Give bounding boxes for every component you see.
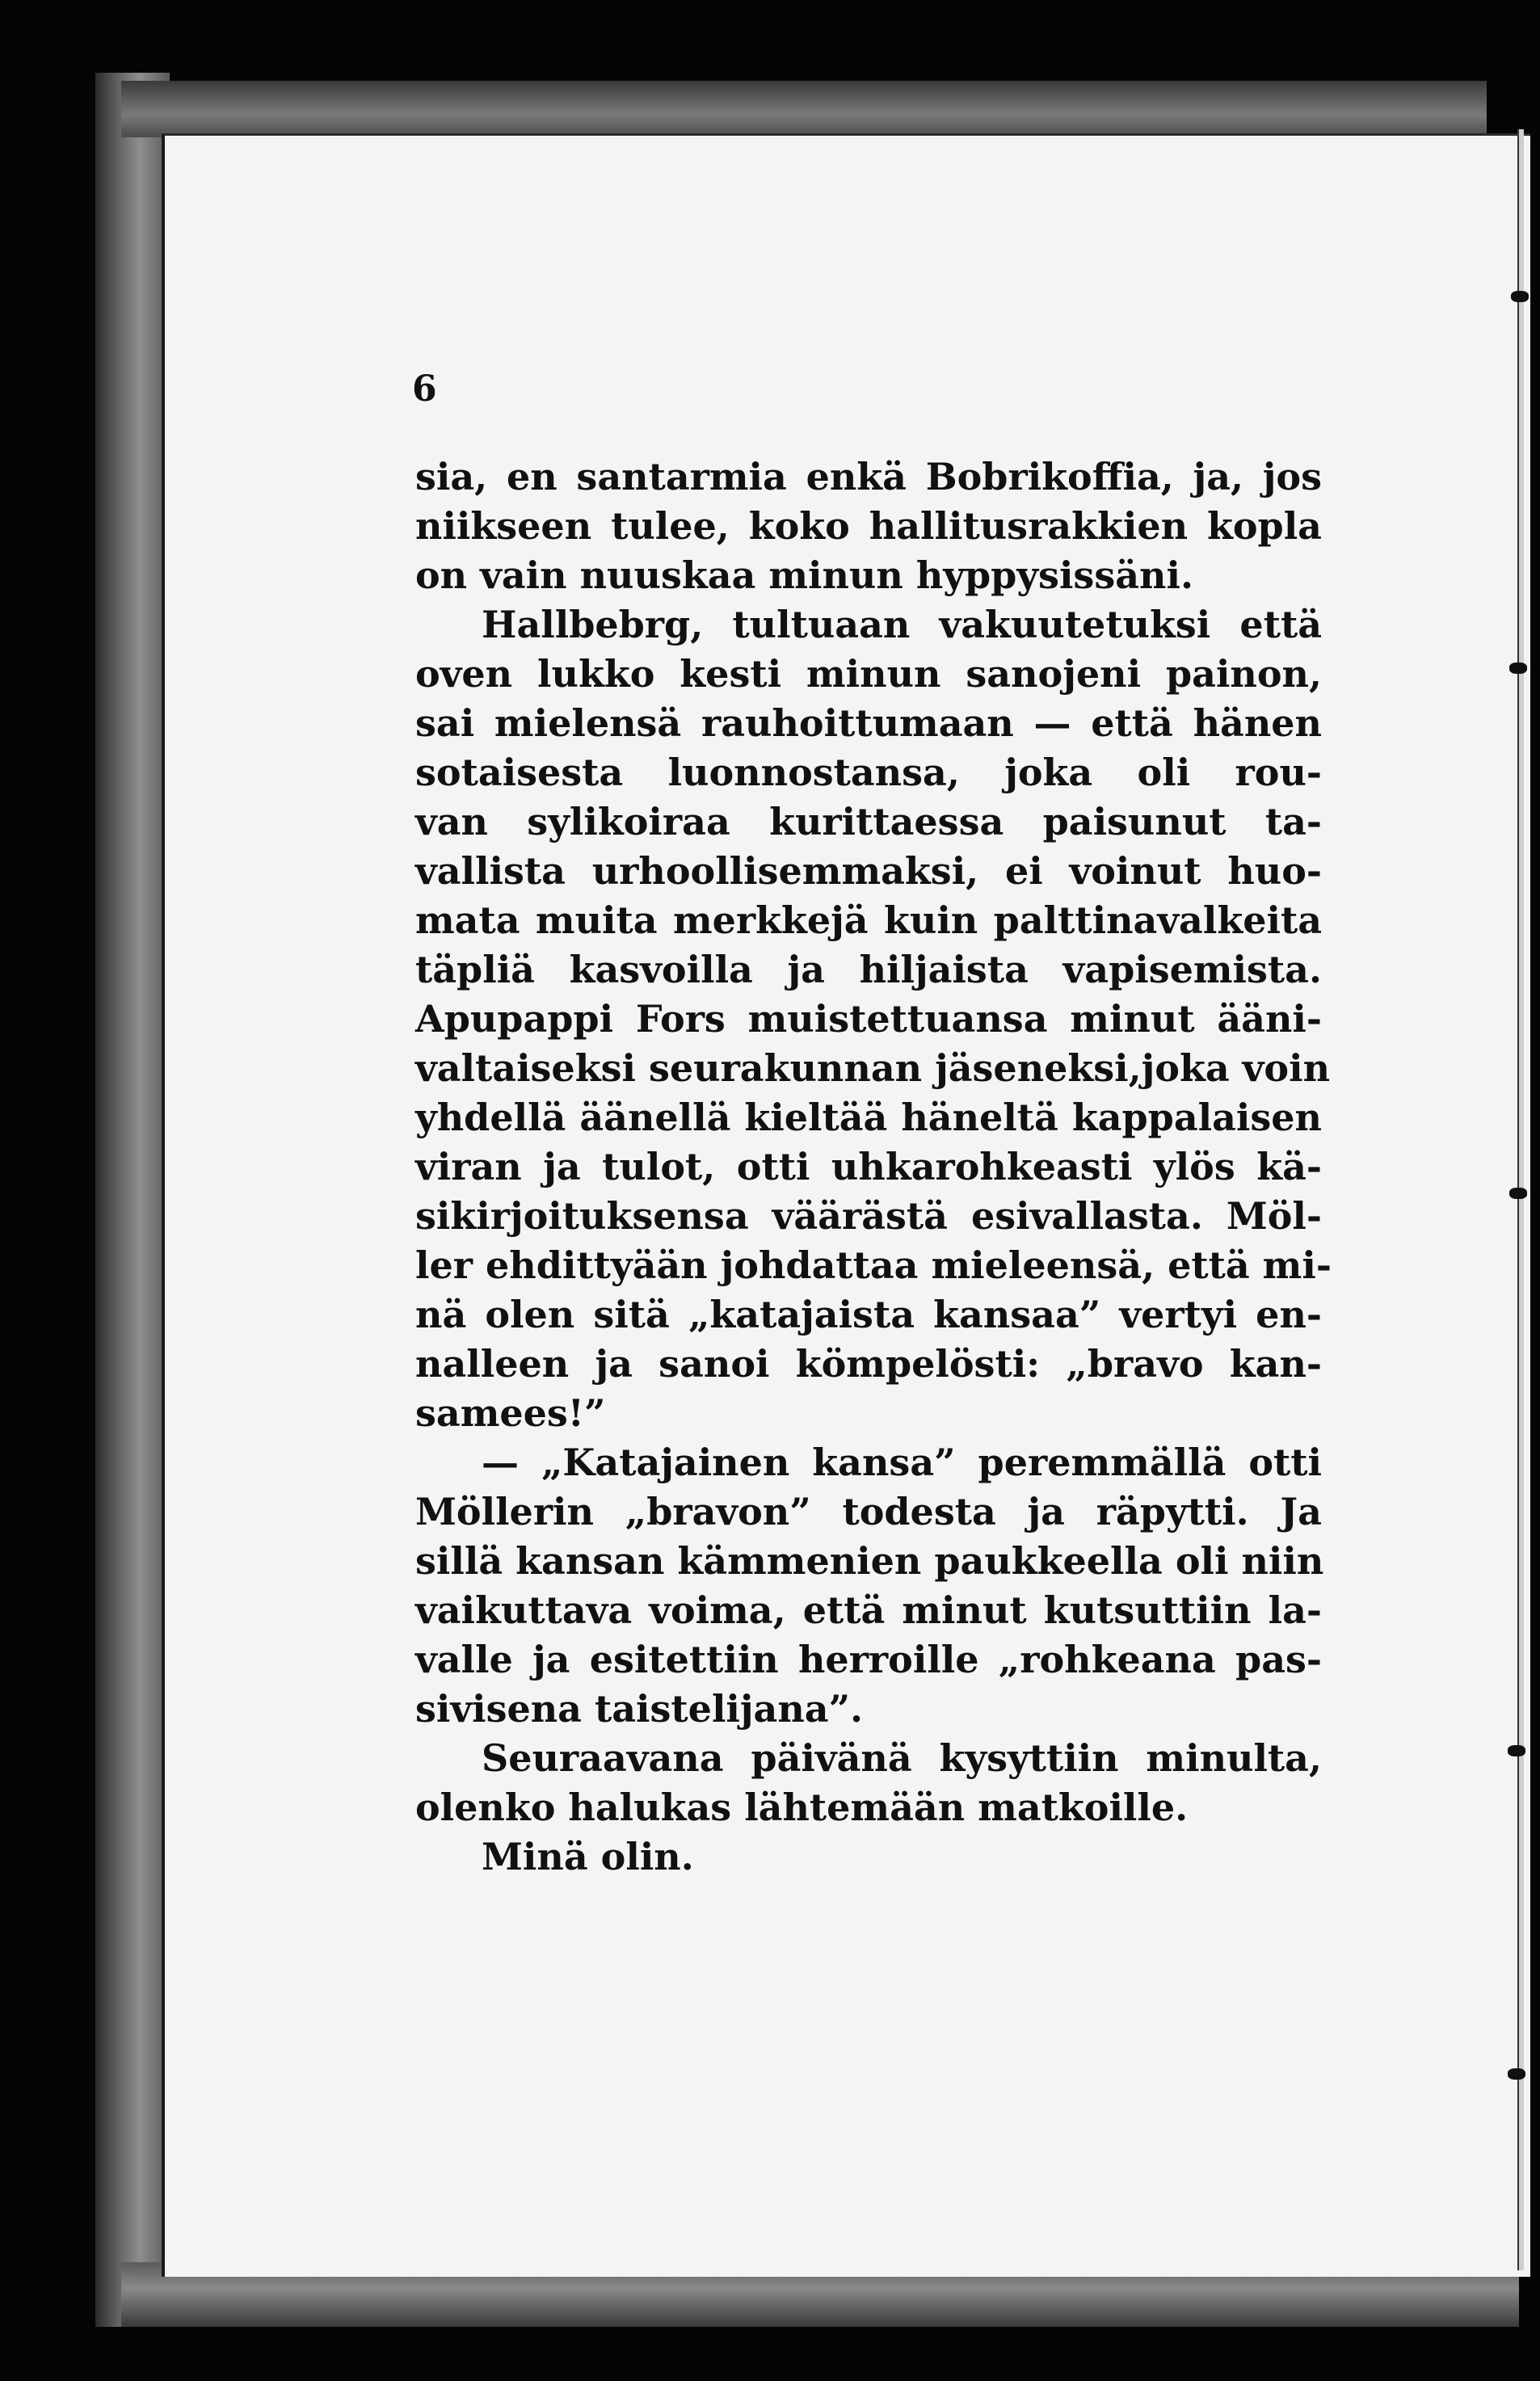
text-line: sivisena taistelijana”.	[415, 1687, 864, 1731]
text-line: — „Katajainen kansa” peremmällä otti	[482, 1441, 1322, 1484]
text-line: yhdellä äänellä kieltää häneltä kappalaisen	[415, 1096, 1322, 1139]
text-line: Seuraavana päivänä kysyttiin minulta,	[482, 1736, 1322, 1780]
text-line: van sylikoiraa kurittaessa paisunut ta-	[415, 800, 1322, 843]
edge-artifact-mark	[1511, 291, 1529, 302]
text-line: niikseen tulee, koko hallitusrakkien kopla	[415, 504, 1322, 548]
text-line: Apupappi Fors muistettuansa minut ääni-	[415, 997, 1322, 1041]
paragraph	[415, 600, 1332, 1438]
text-line: Möllerin „bravon” todesta ja räpytti. Ja	[415, 1490, 1322, 1533]
text-line: Hallbebrg, tultuaan vakuutetuksi että	[482, 603, 1322, 646]
text-line: olenko halukas lähtemään matkoille.	[415, 1786, 1189, 1829]
text-line: vaikuttava voima, että minut kutsuttiin la-	[415, 1588, 1322, 1632]
edge-artifact-mark	[1509, 1188, 1527, 1199]
edge-artifact-mark	[1508, 2068, 1525, 2080]
page-top-shadow	[121, 81, 1487, 137]
page-right-edge	[1517, 129, 1524, 2270]
text-line: nalleen ja sanoi kömpelösti: „bravo kan-	[415, 1342, 1322, 1386]
paragraph	[415, 452, 1322, 600]
text-line: täpliä kasvoilla ja hiljaista vapisemista.	[415, 948, 1322, 991]
page-number: 6	[412, 368, 437, 410]
paragraph	[415, 1438, 1322, 1734]
text-line: sia, en santarmia enkä Bobrikoffia, ja, jos	[415, 455, 1322, 498]
text-line: sikirjoituksensa väärästä esivallasta. Möl-	[415, 1194, 1322, 1238]
edge-artifact-mark	[1508, 1745, 1525, 1756]
text-line: oven lukko kesti minun sanojeni painon,	[415, 652, 1322, 696]
text-line: Minä olin.	[482, 1835, 694, 1878]
paragraph	[415, 1832, 1322, 1882]
paragraph	[415, 1734, 1322, 1832]
edge-artifact-mark	[1509, 663, 1527, 674]
text-line: sotaisesta luonnostansa, joka oli rou-	[415, 751, 1322, 794]
text-line: vallista urhoollisemmaksi, ei voinut huo-	[415, 849, 1322, 893]
book-spine-edge	[95, 73, 170, 2327]
text-line: nä olen sitä „katajaista kansaa” vertyi en-	[415, 1293, 1322, 1336]
text-line: mata muita merkkejä kuin palttinavalkeita	[415, 898, 1322, 942]
text-line: valtaiseksi seurakunnan jäseneksi,joka voin	[415, 1046, 1331, 1090]
body-text	[415, 452, 1332, 1882]
text-line: samees!”	[415, 1391, 606, 1435]
text-line: on vain nuuskaa minun hyppysissäni.	[415, 553, 1193, 597]
text-line: sillä kansan kämmenien paukkeella oli niin	[415, 1539, 1324, 1583]
text-line: viran ja tulot, otti uhkarohkeasti ylös kä-	[415, 1145, 1322, 1188]
text-line: sai mielensä rauhoittumaan — että hänen	[415, 701, 1322, 745]
text-line: ler ehdittyään johdattaa mieleensä, että mi-	[415, 1243, 1332, 1287]
text-line: valle ja esitettiin herroille „rohkeana pas-	[415, 1638, 1322, 1681]
